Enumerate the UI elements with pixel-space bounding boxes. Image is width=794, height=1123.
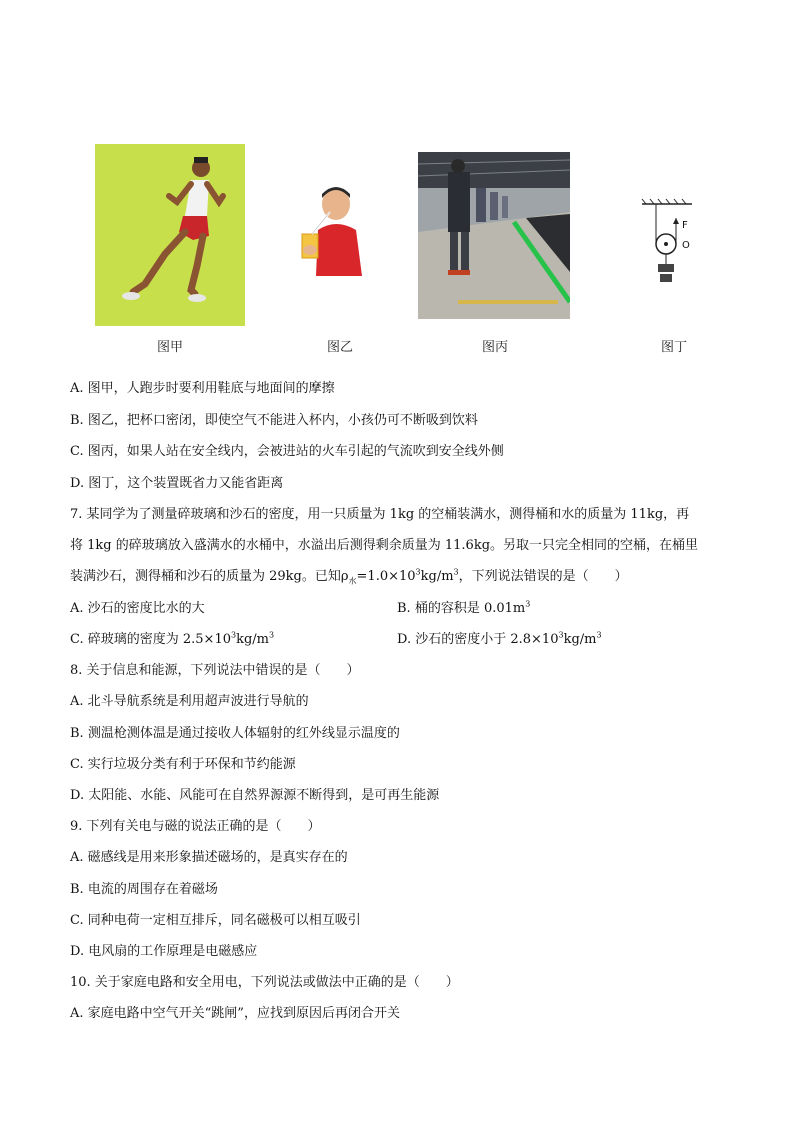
figure-yi-child xyxy=(296,182,366,278)
q10-stem: 10. 关于家庭电路和安全用电，下列说法或做法中正确的是（ ） xyxy=(70,975,459,990)
q7-option-d: D. 沙石的密度小于 $2.8\times 10^3kg/m^3$ xyxy=(397,630,602,647)
q8-option-a: A. 北斗导航系统是利用超声波进行导航的 xyxy=(70,694,309,709)
figure-jia-runner xyxy=(95,144,245,326)
q7-stem-line3: 装满沙石，测得桶和沙石的质量为 29kg。已知$\rho_水=1.0\times 10^3kg/m^3$，下列说法错误的是（ ） xyxy=(70,567,628,586)
q6-option-b: B. 图乙，把杯口密闭，即使空气不能进入杯内，小孩仍可不断吸到饮料 xyxy=(70,413,478,428)
q8-option-c: C. 实行垃圾分类有利于环保和节约能源 xyxy=(70,757,296,772)
q9-option-a: A. 磁感线是用来形象描述磁场的，是真实存在的 xyxy=(70,850,348,865)
figure-ding-pulley xyxy=(636,198,702,294)
figure-jia-caption: 图甲 xyxy=(156,340,183,355)
q10-option-a: A. 家庭电路中空气开关“跳闸”，应找到原因后再闭合开关 xyxy=(70,1006,400,1021)
q8-stem: 8. 关于信息和能源，下列说法中错误的是（ ） xyxy=(70,663,360,678)
figure-bing-caption: 图丙 xyxy=(481,340,508,355)
q7-option-a: A. 沙石的密度比水的大 xyxy=(70,601,205,616)
figure-bing-platform xyxy=(418,152,570,319)
q7-stem-line2: 将 1kg 的碎玻璃放入盛满水的水桶中，水溢出后测得剩余质量为 11.6kg。另取一只完全相同的空桶，在桶里 xyxy=(70,538,699,553)
pulley-center-label: O xyxy=(682,240,690,251)
pulley-force-label: F xyxy=(682,220,688,231)
figure-ding-caption: 图丁 xyxy=(660,340,687,355)
q8-option-d: D. 太阳能、水能、风能可在自然界源源不断得到，是可再生能源 xyxy=(70,788,440,803)
q9-stem: 9. 下列有关电与磁的说法正确的是（ ） xyxy=(70,819,321,834)
figure-yi-caption: 图乙 xyxy=(326,340,353,355)
q9-option-d: D. 电风扇的工作原理是电磁感应 xyxy=(70,944,258,959)
q7-stem-line1: 7. 某同学为了测量碎玻璃和沙石的密度，用一只质量为 1kg 的空桶装满水，测得桶和水的质量为 11kg，再 xyxy=(70,507,690,522)
q8-option-b: B. 测温枪测体温是通过接收人体辐射的红外线显示温度的 xyxy=(70,726,400,741)
q6-option-d: D. 图丁，这个装置既省力又能省距离 xyxy=(70,476,284,491)
q9-option-c: C. 同种电荷一定相互排斥，同名磁极可以相互吸引 xyxy=(70,913,361,928)
q7-option-c: C. 碎玻璃的密度为 $2.5\times 10^3kg/m^3$ xyxy=(70,630,275,647)
q6-option-c: C. 图丙，如果人站在安全线内，会被进站的火车引起的气流吹到安全线外侧 xyxy=(70,444,504,459)
q6-option-a: A. 图甲，人跑步时要利用鞋底与地面间的摩擦 xyxy=(70,381,335,396)
q9-option-b: B. 电流的周围存在着磁场 xyxy=(70,882,218,897)
q7-option-b: B. 桶的容积是 $0.01m^3$ xyxy=(397,599,531,616)
